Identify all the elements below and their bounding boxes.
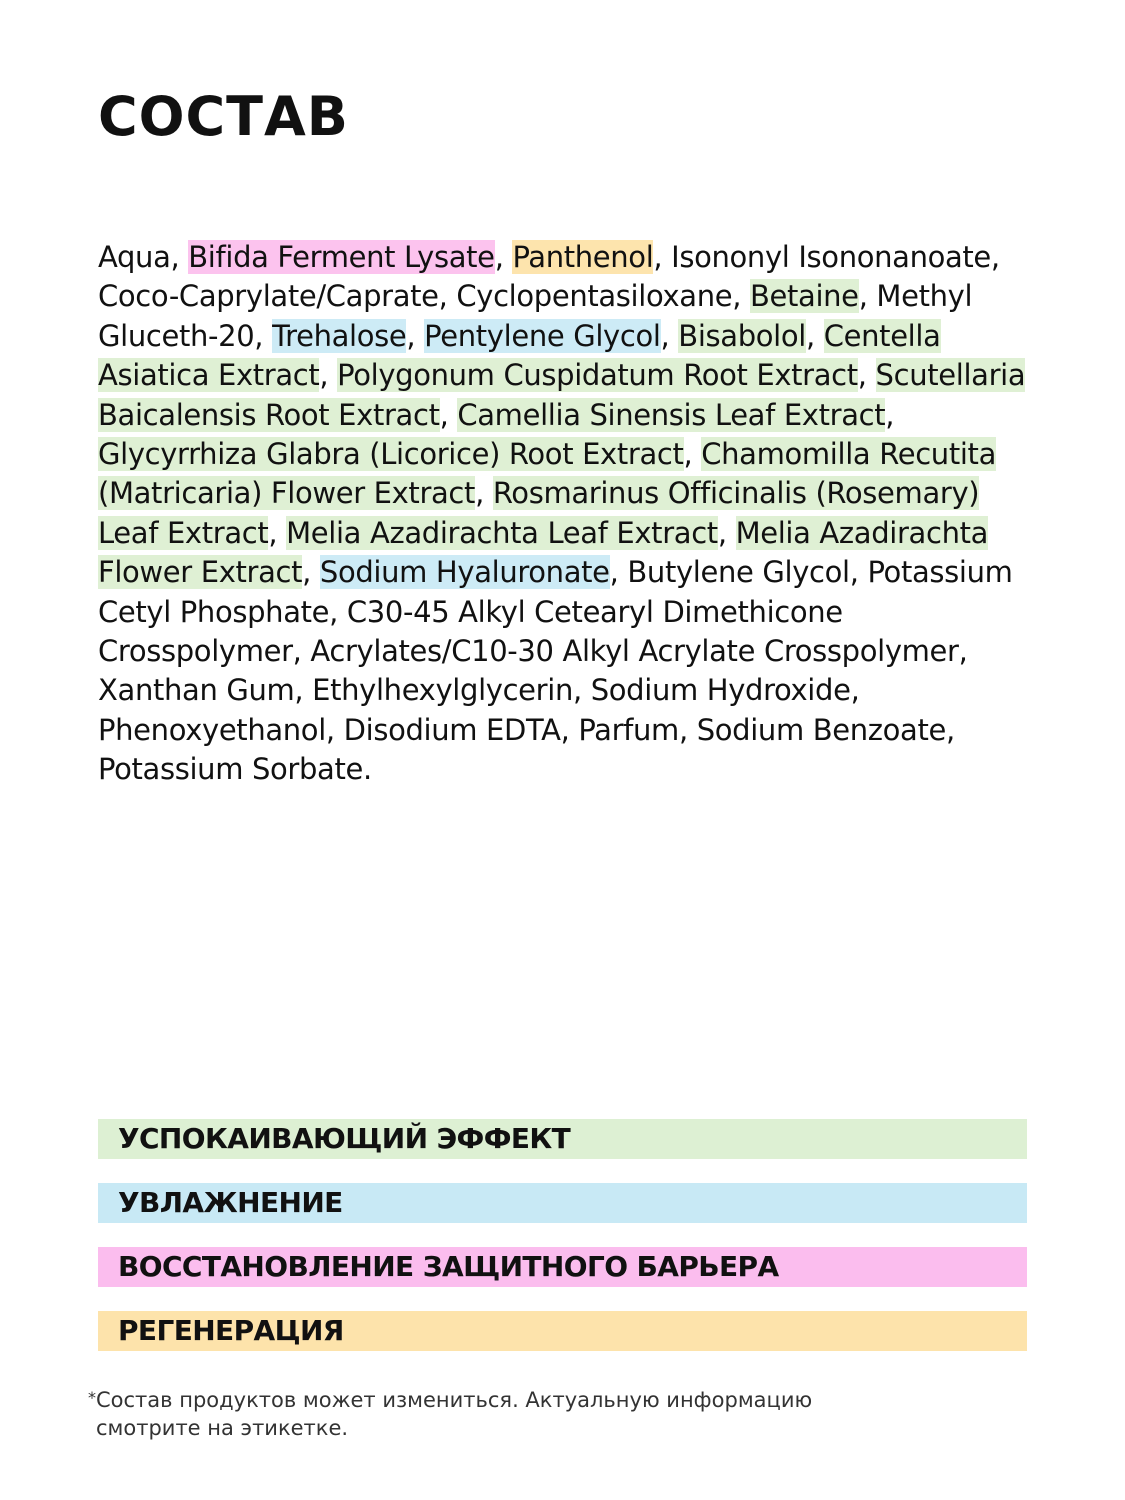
- footnote-marker: *: [88, 1388, 96, 1407]
- ingredient-text: ,: [494, 240, 513, 274]
- highlighted-ingredient: Bifida Ferment Lysate: [188, 240, 495, 274]
- highlighted-ingredient: Polygonum Cuspidatum Root Extract: [337, 358, 858, 393]
- highlighted-ingredient: Scutellaria Baicalensis Root Extract: [98, 358, 1026, 432]
- ingredient-text: ,: [857, 358, 876, 393]
- highlighted-ingredient: Bisabolol: [678, 318, 806, 353]
- ingredient-text: ,: [319, 358, 338, 393]
- highlighted-ingredient: Panthenol: [512, 240, 654, 274]
- highlighted-ingredient: Melia Azadirachta Leaf Extract: [286, 515, 718, 550]
- highlighted-ingredient: Chamomilla Recutita (Matricaria) Flower Extract: [98, 437, 996, 511]
- highlighted-ingredient: Trehalose: [272, 318, 407, 353]
- legend-item-moisturizing: УВЛАЖНЕНИЕ: [98, 1183, 1027, 1223]
- ingredients-list: [98, 238, 1048, 790]
- ingredient-text: ,: [660, 318, 679, 353]
- highlighted-ingredient: Glycyrrhiza Glabra (Licorice) Root Extract: [98, 437, 684, 472]
- highlighted-ingredient: Pentylene Glycol: [424, 318, 661, 353]
- ingredient-text: ,: [302, 555, 320, 590]
- ingredient-text: ,: [475, 476, 493, 511]
- legend: [98, 1119, 1027, 1375]
- ingredient-text: ,: [170, 240, 189, 274]
- highlighted-ingredient: Camellia Sinensis Leaf Extract: [457, 397, 886, 432]
- ingredient-text: ,: [806, 318, 824, 353]
- ingredient-text: ,: [885, 397, 895, 432]
- ingredient-text: ,: [268, 515, 287, 550]
- ingredient-text: ,: [717, 515, 736, 550]
- ingredient-text: Aqua: [98, 240, 171, 274]
- ingredient-text: , Isononyl Isononanoate, Coco-Caprylate/Caprate, Cyclopentasiloxane,: [98, 240, 1000, 314]
- ingredient-text: ,: [439, 397, 458, 432]
- highlighted-ingredient: Sodium Hyaluronate: [319, 555, 610, 590]
- ingredient-text: ,: [683, 437, 702, 472]
- ingredient-text: , Butylene Glycol, Potassium Cetyl Phosphate, C30-45 Alkyl Cetearyl Dimethicone Crosspolymer, Acrylates/C10-30 Alkyl Acrylate Crosspolymer, Xanthan Gum, Ethylhexylglycerin, Sodium Hydroxide, Phenoxyethanol, Disodium EDTA, Parfum, Sodium Benzoate, Potassium Sorbate.: [98, 555, 1013, 787]
- highlighted-ingredient: Rosmarinus Officinalis (Rosemary) Leaf Extract: [98, 476, 980, 550]
- footnote-text: Состав продуктов может измениться. Актуальную информацию смотрите на этикетке.: [96, 1388, 813, 1440]
- page-title: СОСТАВ: [98, 85, 349, 148]
- ingredient-text: , Methyl Gluceth-20,: [98, 279, 973, 353]
- ingredient-text: ,: [406, 318, 425, 353]
- highlighted-ingredient: Melia Azadirachta Flower Extract: [98, 515, 989, 590]
- footnote: [88, 1386, 856, 1442]
- highlighted-ingredient: Betaine: [749, 279, 859, 314]
- legend-item-calming: УСПОКАИВАЮЩИЙ ЭФФЕКТ: [98, 1119, 1027, 1159]
- legend-item-regeneration: РЕГЕНЕРАЦИЯ: [98, 1311, 1027, 1351]
- highlighted-ingredient: Centella Asiatica Extract: [98, 318, 941, 393]
- legend-item-barrier-restoration: ВОССТАНОВЛЕНИЕ ЗАЩИТНОГО БАРЬЕРА: [98, 1247, 1027, 1287]
